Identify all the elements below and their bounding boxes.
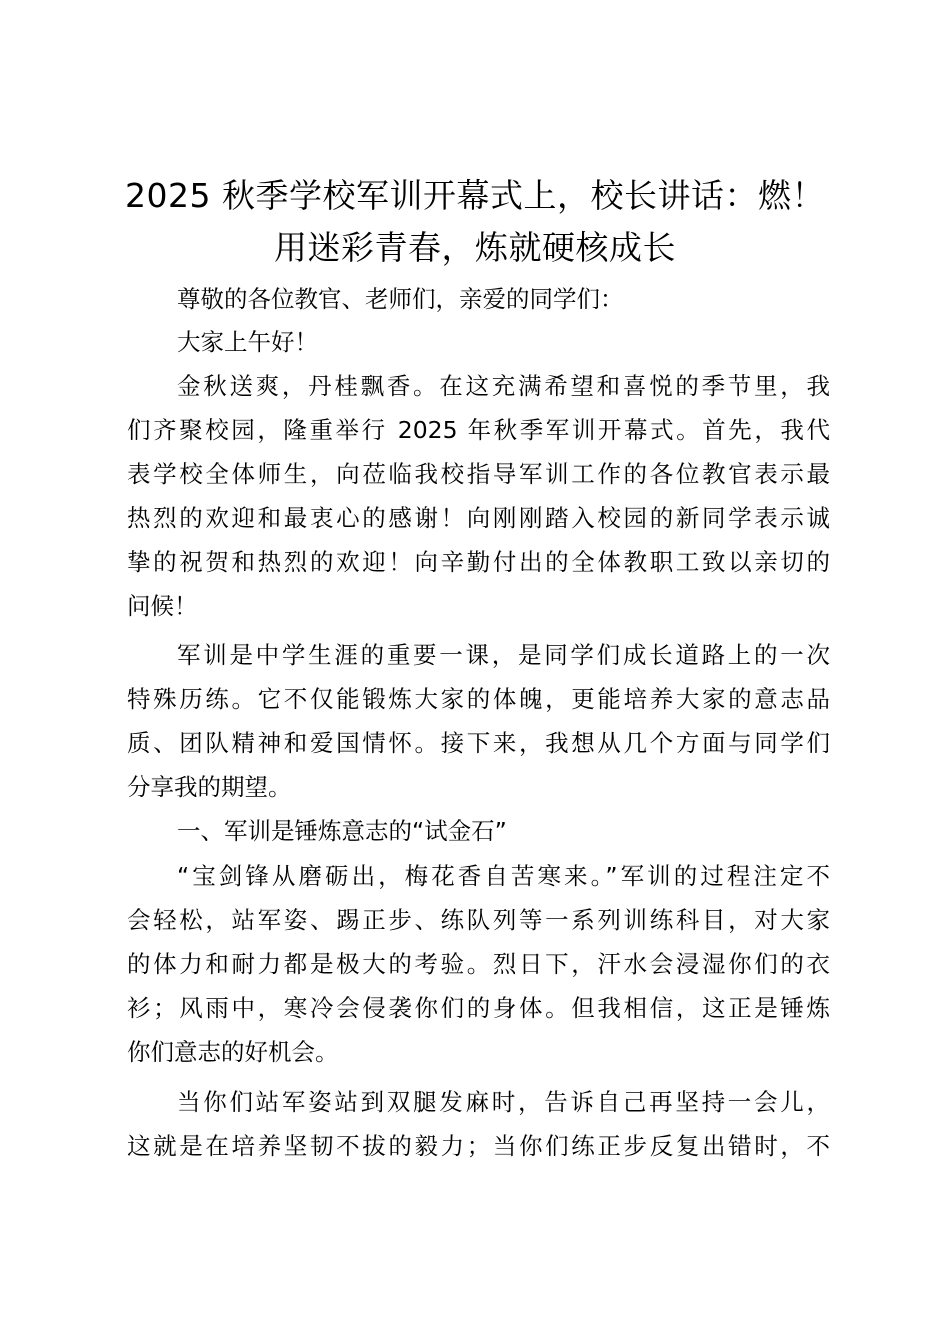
paragraph-line: 这就是在培养坚韧不拔的毅力；当你们练正步反复出错时，不 [127,1132,830,1160]
paragraph-line: 你们意志的好机会。 [127,1038,339,1066]
paragraph-line: 金秋送爽，丹桂飘香。在这充满希望和喜悦的季节里，我 [177,372,830,400]
document-title-line-1: 2025 秋季学校军训开幕式上，校长讲话：燃！ [125,176,825,215]
paragraph-line: 会轻松，站军姿、踢正步、练队列等一系列训练科目，对大家 [127,906,830,934]
paragraph-line: 表学校全体师生，向莅临我校指导军训工作的各位教官表示最 [127,460,830,488]
paragraph-line: 质、团队精神和爱国情怀。接下来，我想从几个方面与同学们 [127,729,830,757]
paragraph-line: 分享我的期望。 [127,773,292,801]
paragraph-line: 挚的祝贺和热烈的欢迎！向辛勤付出的全体教职工致以亲切的 [127,548,830,576]
paragraph-line: 当你们站军姿站到双腿发麻时，告诉自己再坚持一会儿， [177,1088,830,1116]
section-heading: 一、军训是锤炼意志的“试金石” [177,817,507,845]
paragraph-line: 热烈的欢迎和最衷心的感谢！向刚刚踏入校园的新同学表示诚 [127,504,830,532]
paragraph-line: 们齐聚校园，隆重举行 2025 年秋季军训开幕式。首先，我代 [127,416,830,444]
paragraph-line: 的体力和耐力都是极大的考验。烈日下，汗水会浸湿你们的衣 [127,950,830,978]
salutation: 尊敬的各位教官、老师们，亲爱的同学们： [177,285,624,313]
paragraph-line: 衫；风雨中，寒冷会侵袭你们的身体。但我相信，这正是锤炼 [127,994,830,1022]
document-title-line-2: 用迷彩青春，炼就硬核成长 [274,228,676,267]
paragraph-line: 军训是中学生涯的重要一课，是同学们成长道路上的一次 [177,641,830,669]
paragraph-line: “宝剑锋从磨砺出，梅花香自苦寒来。”军训的过程注定不 [177,862,830,890]
paragraph-line: 特殊历练。它不仅能锻炼大家的体魄，更能培养大家的意志品 [127,685,830,713]
greeting: 大家上午好！ [177,328,318,356]
paragraph-line: 问候！ [127,592,198,620]
